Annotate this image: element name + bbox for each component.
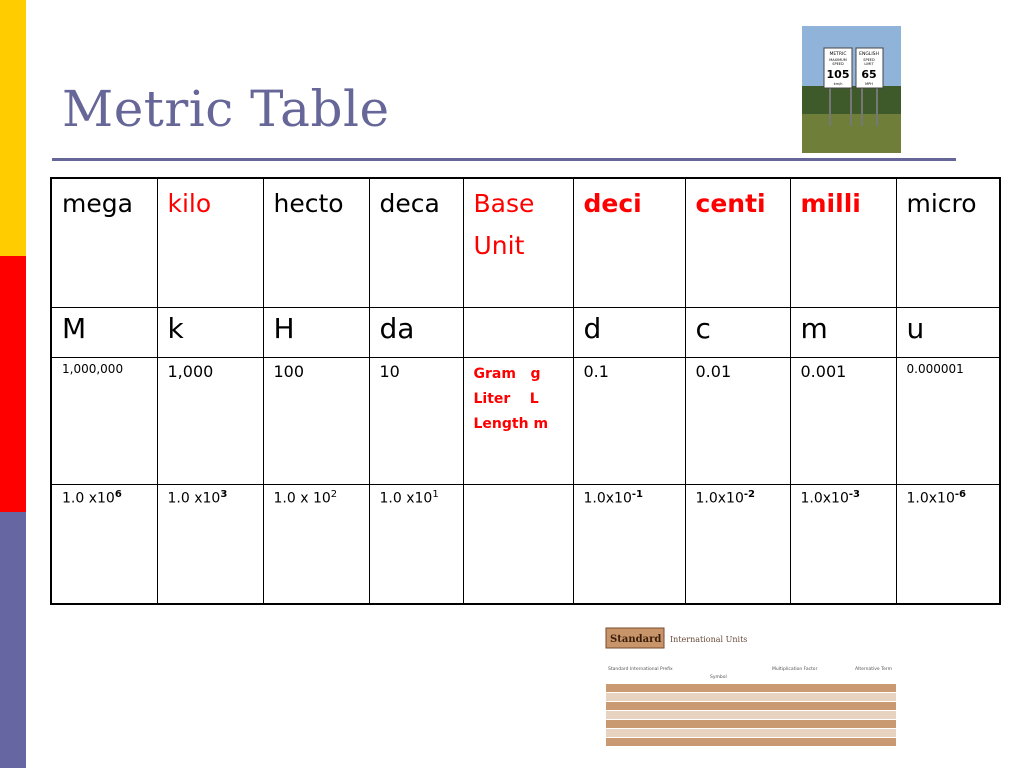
svg-text:Standard: Standard [610,634,662,645]
value-cell: 0.1 [573,358,685,485]
svg-text:International Units: International Units [670,635,748,644]
sci-cell [51,485,157,605]
value-cell: 100 [263,358,369,485]
prefix-row [51,178,1000,308]
svg-text:km/h: km/h [833,82,843,86]
prefix-cell: micro [896,178,1000,308]
prefix-cell: milli [790,178,896,308]
sci-exponent: 3 [220,489,228,500]
speed-sign-photo [802,26,901,153]
svg-text:MAXIMUM: MAXIMUM [829,58,847,62]
sci-cell [685,485,790,605]
symbol-cell: c [685,308,790,358]
svg-text:MPH: MPH [865,82,873,86]
value-cell: 1,000 [157,358,263,485]
svg-text:Alternative Term: Alternative Term [855,667,893,672]
base-units-list: Gram g Liter L Length m [473,366,549,432]
svg-text:Multiplication Factor: Multiplication Factor [772,667,818,672]
base-units-cell [463,358,573,485]
sci-mantissa: 1.0 x10 [167,490,221,507]
prefix-cell: hecto [263,178,369,308]
sci-exponent: 1 [432,489,439,500]
symbol-cell: H [263,308,369,358]
prefix-cell: centi [685,178,790,308]
symbol-cell: u [896,308,1000,358]
svg-text:SPEED: SPEED [832,62,844,66]
symbol-cell: d [573,308,685,358]
scientific-row [51,485,1000,605]
prefix-cell: deca [369,178,463,308]
value-cell: 10 [369,358,463,485]
sci-mantissa: 1.0x10 [695,490,744,507]
symbol-cell: da [369,308,463,358]
metric-table [50,177,1001,605]
sci-cell [463,485,573,605]
sci-mantissa: 1.0 x10 [379,490,433,507]
svg-text:SPEED: SPEED [863,58,875,62]
sci-mantissa: 1.0x10 [800,490,849,507]
sci-exponent: -2 [743,489,755,500]
symbol-cell [463,308,573,358]
sci-exponent: -6 [954,489,966,500]
left-bar-blue [0,512,26,768]
sci-cell [573,485,685,605]
sci-exponent: 6 [114,489,122,500]
svg-text:ENGLISH: ENGLISH [859,52,879,57]
left-bar-yellow [0,0,26,256]
svg-text:LIMIT: LIMIT [864,62,874,66]
left-bar-red [0,256,26,512]
symbol-cell: m [790,308,896,358]
value-cell: 0.000001 [896,358,1000,485]
symbol-cell: M [51,308,157,358]
prefix-cell: mega [51,178,157,308]
svg-text:Standard International Prefix: Standard International Prefix [608,667,673,672]
sci-cell [790,485,896,605]
sci-mantissa: 1.0x10 [583,490,632,507]
symbol-row [51,308,1000,358]
sci-mantissa: 1.0 x 10 [273,490,331,507]
prefix-cell: kilo [157,178,263,308]
value-row [51,358,1000,485]
sci-cell [157,485,263,605]
sci-mantissa: 1.0 x10 [62,490,115,507]
sci-exponent: -1 [631,489,643,500]
sci-exponent: 2 [330,489,338,500]
svg-text:METRIC: METRIC [829,52,847,57]
page-title: Metric Table [62,80,390,138]
prefix-cell: deci [573,178,685,308]
value-cell: 0.01 [685,358,790,485]
sci-mantissa: 1.0x10 [906,490,955,507]
value-cell: 0.001 [790,358,896,485]
title-underline [52,158,956,161]
svg-text:105: 105 [826,68,850,81]
symbol-cell: k [157,308,263,358]
sci-cell [263,485,369,605]
value-cell: 1,000,000 [51,358,157,485]
sci-exponent: -3 [848,489,860,500]
svg-text:Symbol: Symbol [710,675,727,680]
sci-cell [369,485,463,605]
si-units-reference-image [600,622,900,752]
sci-cell [896,485,1000,605]
base-unit-header: Base Unit [463,178,573,308]
svg-text:65: 65 [861,68,877,81]
